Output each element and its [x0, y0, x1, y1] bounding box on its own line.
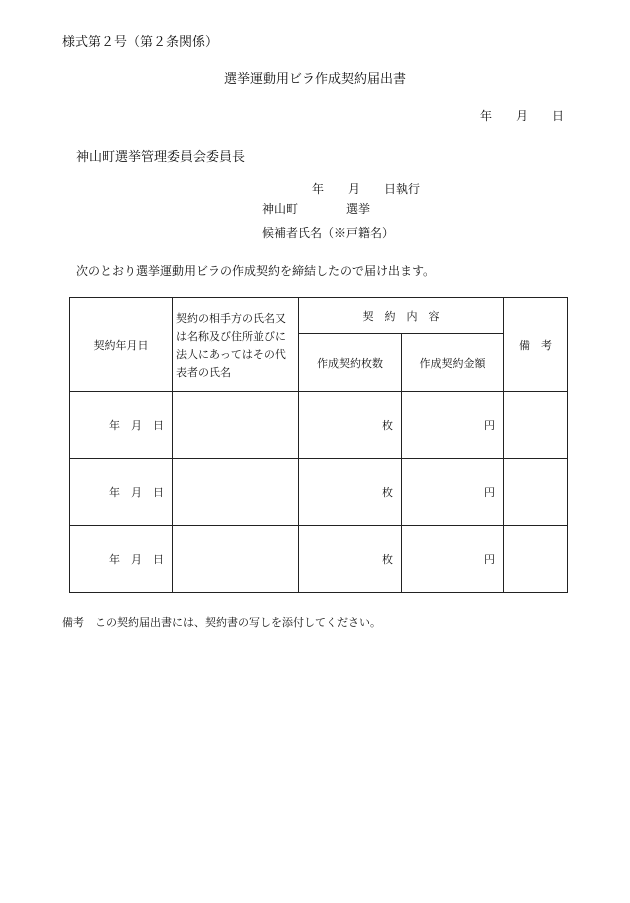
row-counterparty[interactable]: [173, 459, 299, 526]
row-counterparty[interactable]: [173, 526, 299, 593]
row-remarks[interactable]: [504, 392, 568, 459]
header-amount: 作成契約金額: [402, 334, 504, 392]
row-quantity[interactable]: 枚: [299, 526, 402, 593]
row-quantity[interactable]: 枚: [299, 392, 402, 459]
statement-text: 次のとおり選挙運動用ビラの作成契約を締結したので届け出ます。: [76, 264, 436, 278]
submission-date: 年 月 日: [479, 109, 564, 123]
candidate-name: 候補者氏名（※戸籍名）: [262, 226, 395, 240]
row-amount[interactable]: 円: [402, 526, 504, 593]
header-contract-date: 契約年月日: [70, 298, 173, 392]
row-amount[interactable]: 円: [402, 459, 504, 526]
header-contract-details: 契 約 内 容: [299, 298, 504, 334]
form-number: 様式第２号（第２条関係）: [62, 35, 219, 50]
row-date[interactable]: 年 月 日: [70, 526, 173, 593]
header-remarks: 備 考: [504, 298, 568, 392]
contract-table: [69, 297, 568, 593]
table-row: [70, 392, 568, 459]
row-date[interactable]: 年 月 日: [70, 459, 173, 526]
table-header-row: [70, 298, 568, 334]
election-name: 神山町 選挙: [262, 202, 371, 216]
header-quantity: 作成契約枚数: [299, 334, 402, 392]
row-remarks[interactable]: [504, 526, 568, 593]
row-remarks[interactable]: [504, 459, 568, 526]
table-row: [70, 459, 568, 526]
remark-note: 備考 この契約届出書には、契約書の写しを添付してください。: [62, 616, 381, 629]
row-quantity[interactable]: 枚: [299, 459, 402, 526]
row-counterparty[interactable]: [173, 392, 299, 459]
row-amount[interactable]: 円: [402, 392, 504, 459]
row-date[interactable]: 年 月 日: [70, 392, 173, 459]
document-title: 選挙運動用ビラ作成契約届出書: [223, 72, 406, 87]
table-row: [70, 526, 568, 593]
header-counterparty: 契約の相手方の氏名又は名称及び住所並びに法人にあってはその代表者の氏名: [173, 298, 299, 392]
election-date: 年 月 日執行: [312, 182, 421, 196]
addressee: 神山町選挙管理委員会委員長: [76, 150, 246, 165]
